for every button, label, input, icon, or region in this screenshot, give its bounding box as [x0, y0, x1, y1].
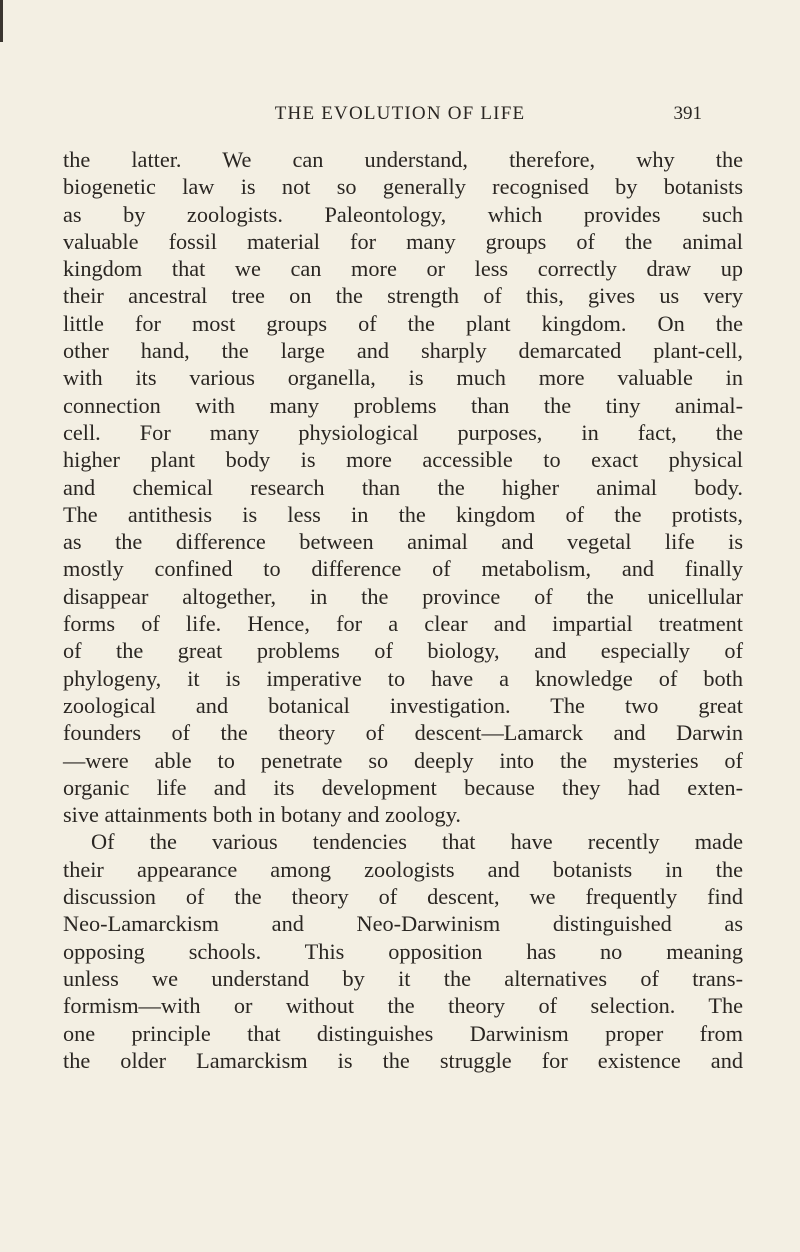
text-line: the latter. We can understand, therefore, why the	[63, 147, 743, 172]
text-line: connection with many problems than the tiny animal-	[63, 392, 743, 418]
text-line: The antithesis is less in the kingdom of the protists,	[63, 501, 743, 527]
text-line: with its various organella, is much more valuable in	[63, 365, 743, 391]
text-line: founders of the theory of descent—Lamarck and Darwin	[63, 720, 743, 746]
text-line: cell. For many physiological purposes, in fact, the	[63, 419, 743, 445]
text-line: opposing schools. This opposition has no meaning	[63, 938, 743, 964]
text-line: organic life and its development because they had exten-	[63, 774, 743, 800]
running-title: THE EVOLUTION OF LIFE	[274, 103, 526, 124]
text-line: as the difference between animal and vegetal life is	[63, 529, 743, 555]
running-head	[0, 100, 800, 130]
text-line: and chemical research than the higher animal body.	[63, 474, 743, 500]
text-line: little for most groups of the plant kingdom. On the	[63, 310, 743, 336]
text-line: mostly confined to difference of metabolism, and finally	[63, 556, 743, 582]
text-line: other hand, the large and sharply demarcated plant-cell,	[63, 338, 743, 364]
text-line: of the great problems of biology, and especially of	[63, 638, 743, 664]
text-line: —were able to penetrate so deeply into the mysteries of	[63, 747, 743, 773]
page-number: 391	[673, 103, 702, 124]
paragraph-end-line: sive attainments both in botany and zoology.	[63, 802, 461, 828]
text-line: as by zoologists. Paleontology, which provides such	[63, 201, 743, 227]
text-line: discussion of the theory of descent, we frequently find	[63, 884, 743, 910]
paragraph-start-line: Of the various tendencies that have recently made	[91, 829, 743, 855]
text-line: phylogeny, it is imperative to have a knowledge of both	[63, 665, 743, 691]
body-text	[63, 146, 743, 1074]
text-line: their appearance among zoologists and botanists in the	[63, 856, 743, 882]
text-line: one principle that distinguishes Darwinism proper from	[63, 1020, 743, 1046]
text-line: biogenetic law is not so generally recognised by botanists	[63, 174, 743, 200]
text-line: formism—with or without the theory of selection. The	[63, 993, 743, 1019]
text-line: forms of life. Hence, for a clear and impartial treatment	[63, 611, 743, 637]
text-line: Neo-Lamarckism and Neo-Darwinism distinguished as	[63, 911, 743, 937]
page-edge-shadow	[0, 0, 3, 42]
text-line: their ancestral tree on the strength of this, gives us very	[63, 283, 743, 309]
text-line: unless we understand by it the alternatives of trans-	[63, 965, 743, 991]
text-line: the older Lamarckism is the struggle for existence and	[63, 1047, 743, 1073]
text-line: disappear altogether, in the province of the unicellular	[63, 583, 743, 609]
text-line: zoological and botanical investigation. The two great	[63, 692, 743, 718]
text-line: higher plant body is more accessible to exact physical	[63, 447, 743, 473]
text-line: kingdom that we can more or less correctly draw up	[63, 256, 743, 282]
text-line: valuable fossil material for many groups of the animal	[63, 228, 743, 254]
